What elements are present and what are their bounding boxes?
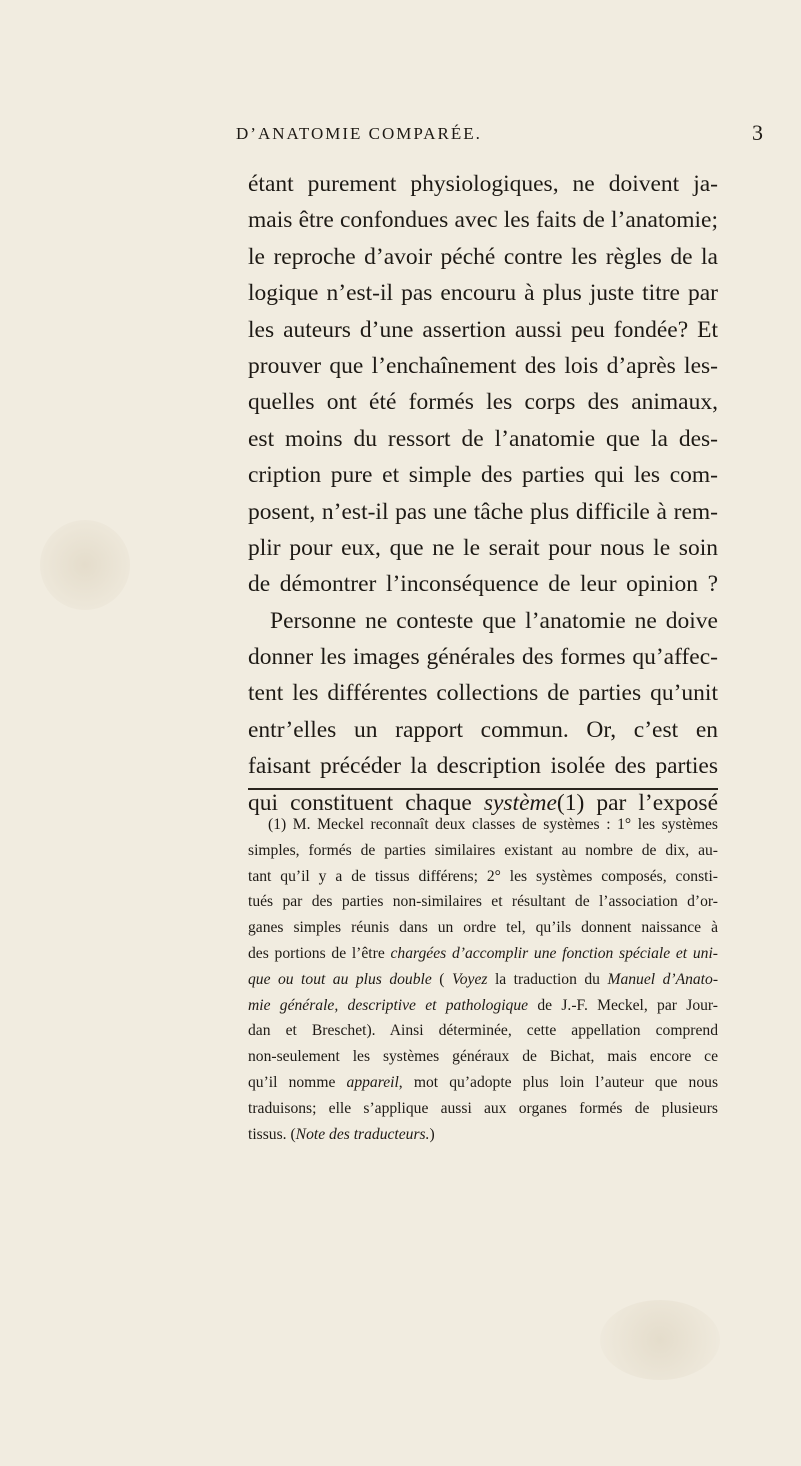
footnote-line [248, 1070, 718, 1096]
text-line: prouver que l’enchaînement des lois d’après les- [248, 352, 718, 379]
text-fragment: la traduction du [494, 970, 600, 988]
footnote-line: tant qu’il y a de tissus différens; 2° les systèmes composés, consti- [248, 867, 718, 885]
footnote-line: tués par des parties non-similaires et résultant de l’association d’or- [248, 893, 718, 911]
text-line: quelles ont été formés les corps des animaux, [248, 389, 718, 416]
text-line: Personne ne conteste que l’anatomie ne doive [270, 607, 718, 634]
italic-term: système [483, 789, 557, 816]
text-line: les auteurs d’une assertion aussi peu fondée? Et [248, 316, 718, 343]
italic-fragment: Voyez [451, 970, 488, 988]
italic-fragment: chargées d’accomplir une fonction spéciale et uni- [390, 944, 718, 962]
italic-fragment: Note des traducteurs. [295, 1125, 430, 1143]
footnote-line [248, 993, 718, 1019]
text-line: étant purement physiologiques, ne doivent ja- [248, 171, 718, 197]
running-header: D’ANATOMIE COMPARÉE. [236, 124, 482, 143]
italic-fragment: Manuel d’Anato- [607, 970, 719, 988]
footnote-line: dan et Breschet). Ainsi déterminée, cette appellation comprend [248, 1022, 718, 1040]
footnote-line [248, 967, 718, 993]
footnote-line [248, 1122, 718, 1148]
text-fragment: (1) par l’exposé [556, 789, 718, 816]
footnote-line: ganes simples réunis dans un ordre tel, qu’ils donnent naissance à [248, 919, 718, 937]
text-fragment: qu’il nomme [248, 1073, 336, 1091]
text-line: plir pour eux, que ne le serait pour nous le soin [248, 534, 718, 561]
text-line: est moins du ressort de l’anatomie que la des- [248, 425, 718, 452]
footnote [248, 812, 718, 1147]
text-line: entr’elles un rapport commun. Or, c’est en [248, 716, 718, 743]
text-line: faisant précéder la description isolée des parties [248, 753, 718, 780]
italic-fragment: mie générale, descriptive et pathologique [248, 996, 529, 1014]
text-line: de démontrer l’inconséquence de leur opinion ? [248, 571, 718, 598]
text-fragment: tissus. ( [248, 1125, 296, 1143]
text-fragment: ( [439, 970, 445, 988]
text-line: mais être confondues avec les faits de l’anatomie; [248, 207, 718, 234]
footnote-line: traduisons; elle s’applique aussi aux organes formés de plusieurs [248, 1099, 718, 1117]
page-number: 3 [752, 120, 763, 145]
paper-stain [600, 1300, 720, 1380]
footnote-separator [248, 788, 718, 790]
text-line: le reproche d’avoir péché contre les règles de la [248, 243, 718, 270]
italic-fragment: que ou tout au plus double [248, 970, 432, 988]
text-fragment: des portions de l’être [248, 944, 385, 962]
text-line: logique n’est-il pas encouru à plus juste titre par [248, 280, 718, 307]
text-line: tent les différentes collections de parties qu’unit [248, 680, 718, 707]
text-line: posent, n’est-il pas une tâche plus difficile à rem- [248, 498, 718, 525]
footnote-line: (1) M. Meckel reconnaît deux classes de systèmes : 1° les systèmes [268, 816, 718, 833]
footnote-line [248, 941, 718, 967]
footnote-line: non-seulement les systèmes généraux de Bichat, mais encore ce [248, 1048, 718, 1066]
footnote-line: simples, formés de parties similaires existant au nombre de dix, au- [248, 841, 718, 859]
italic-fragment: appareil [346, 1073, 399, 1091]
text-line: donner les images générales des formes qu’affec- [248, 644, 718, 671]
main-text [248, 166, 718, 821]
text-fragment: , mot qu’adopte plus loin l’auteur que nous [398, 1073, 719, 1091]
text-fragment: de J.-F. Meckel, par Jour- [537, 996, 718, 1014]
text-fragment: qui constituent chaque [248, 789, 472, 816]
paper-stain [40, 520, 130, 610]
text-fragment: ) [429, 1125, 435, 1143]
text-line: cription pure et simple des parties qui les com- [248, 462, 718, 489]
